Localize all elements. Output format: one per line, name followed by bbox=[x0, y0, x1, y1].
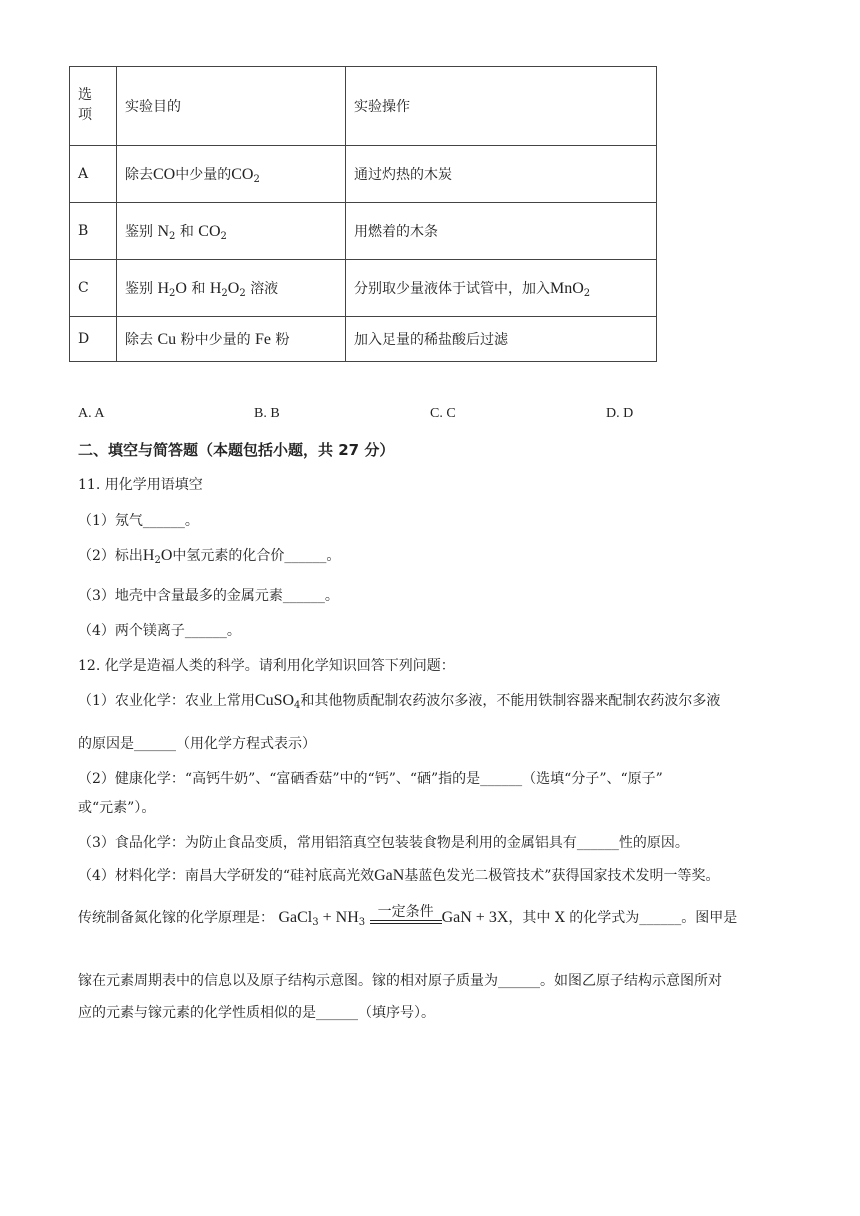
text: 除去 bbox=[125, 167, 153, 183]
table-row bbox=[70, 146, 657, 203]
row-purpose bbox=[117, 203, 346, 260]
header-operation: 实验操作 bbox=[346, 67, 657, 146]
formula: Fe bbox=[255, 331, 272, 348]
row-purpose bbox=[117, 146, 346, 203]
q12-part4-equation-line bbox=[78, 904, 737, 932]
formula: CO bbox=[198, 223, 221, 240]
formula: CuSO bbox=[254, 692, 295, 709]
table-row bbox=[70, 317, 657, 362]
text: 中少量的 bbox=[175, 167, 232, 183]
row-purpose bbox=[117, 260, 346, 317]
text: （4）材料化学：南昌大学研发的“硅衬底高光效 bbox=[78, 868, 375, 884]
q12-part2: （2）健康化学：“高钙牛奶”、“富硒香菇”中的“钙”、“硒”指的是______（选填“分子”、“原子” bbox=[78, 771, 663, 787]
text: 粉中少量的 bbox=[180, 332, 251, 348]
subscript: 3 bbox=[312, 917, 319, 928]
formula: O bbox=[160, 547, 173, 564]
subscript: 2 bbox=[169, 288, 176, 299]
formula: + NH bbox=[318, 909, 359, 926]
text: 鉴别 bbox=[125, 281, 153, 297]
formula: O bbox=[227, 280, 240, 297]
text: 中氢元素的化合价______。 bbox=[172, 548, 341, 564]
formula: MnO bbox=[550, 280, 584, 297]
q11-part3: （3）地壳中含量最多的金属元素______。 bbox=[78, 588, 339, 604]
row-label: B bbox=[70, 203, 117, 260]
table-row bbox=[70, 203, 657, 260]
formula: GaN bbox=[374, 867, 405, 884]
row-operation: 加入足量的稀盐酸后过滤 bbox=[346, 317, 657, 362]
subscript: 2 bbox=[169, 231, 176, 242]
row-operation: 通过灼热的木炭 bbox=[346, 146, 657, 203]
header-option-text: 选项 bbox=[78, 87, 92, 123]
experiment-table bbox=[69, 66, 657, 362]
formula: GaN + 3X bbox=[441, 909, 509, 926]
formula: O bbox=[175, 280, 187, 297]
table-header-row bbox=[70, 67, 657, 146]
q12-part4-cont2: 应的元素与镓元素的化学性质相似的是______（填序号）。 bbox=[78, 1005, 435, 1021]
row-purpose bbox=[117, 317, 346, 362]
formula: Cu bbox=[157, 331, 177, 348]
text: 和 bbox=[179, 224, 194, 240]
text: 基蓝色发光二极管技术”获得国家技术发明一等奖。 bbox=[404, 868, 720, 884]
q11-part4: （4）两个镁离子______。 bbox=[78, 623, 241, 639]
formula: GaCl bbox=[278, 909, 313, 926]
q12-part1-cont: 的原因是______（用化学方程式表示） bbox=[78, 736, 316, 752]
formula: CO bbox=[153, 166, 176, 183]
subscript: 2 bbox=[220, 231, 227, 242]
section-title: 二、填空与简答题（本题包括小题，共 27 分） bbox=[78, 441, 395, 459]
reaction-condition: 一定条件 bbox=[377, 904, 434, 920]
text: 传统制备氮化镓的化学原理是： bbox=[78, 910, 274, 926]
text: 分别取少量液体于试管中，加入 bbox=[354, 281, 550, 297]
text: ，其中 X 的化学式为______。图甲是 bbox=[508, 910, 738, 926]
subscript: 3 bbox=[358, 917, 366, 928]
formula: H bbox=[142, 547, 155, 564]
answer-choices bbox=[78, 406, 678, 424]
row-label: D bbox=[70, 317, 117, 362]
choice-c[interactable]: C. C bbox=[430, 406, 456, 421]
subscript: 2 bbox=[253, 174, 260, 185]
q12-part1 bbox=[78, 690, 720, 710]
text: 鉴别 bbox=[125, 224, 153, 240]
q11-title: 11. 用化学用语填空 bbox=[78, 477, 203, 493]
formula: H bbox=[209, 280, 222, 297]
text: （2）标出 bbox=[78, 548, 143, 564]
choice-b[interactable]: B. B bbox=[254, 406, 280, 421]
formula: H bbox=[157, 280, 170, 297]
subscript: 4 bbox=[294, 700, 301, 711]
reaction-arrow bbox=[370, 904, 442, 932]
q11-part2 bbox=[78, 545, 340, 565]
row-operation bbox=[346, 260, 657, 317]
q12-part3: （3）食品化学：为防止食品变质，常用铝箔真空包装装食物是利用的金属铝具有______性的原因。 bbox=[78, 835, 689, 851]
formula: N bbox=[157, 223, 170, 240]
q12-part4 bbox=[78, 865, 719, 885]
table-row bbox=[70, 260, 657, 317]
q11-part1: （1）氖气______。 bbox=[78, 513, 199, 529]
row-label: C bbox=[70, 260, 117, 317]
text: （1）农业化学：农业上常用 bbox=[78, 693, 255, 709]
q12-part4-cont1: 镓在元素周期表中的信息以及原子结构示意图。镓的相对原子质量为______。如图乙原子结构示意图所对 bbox=[78, 973, 722, 989]
q12-part2-cont: 或“元素”）。 bbox=[78, 800, 156, 816]
subscript: 2 bbox=[583, 288, 591, 299]
text: 和 bbox=[191, 281, 206, 297]
text: 和其他物质配制农药波尔多液，不能用铁制容器来配制农药波尔多液 bbox=[300, 693, 721, 709]
choice-a[interactable]: A. A bbox=[78, 406, 105, 421]
text: 溶液 bbox=[250, 281, 279, 297]
choice-d[interactable]: D. D bbox=[606, 406, 634, 421]
q12-title: 12. 化学是造福人类的科学。请利用化学知识回答下列问题： bbox=[78, 658, 455, 674]
text: 除去 bbox=[125, 332, 153, 348]
row-label: A bbox=[70, 146, 117, 203]
subscript: 2 bbox=[239, 288, 246, 299]
subscript: 2 bbox=[221, 288, 228, 299]
header-purpose: 实验目的 bbox=[117, 67, 346, 146]
formula: CO bbox=[231, 166, 254, 183]
text: 粉 bbox=[275, 332, 290, 348]
subscript: 2 bbox=[154, 555, 161, 566]
row-operation: 用燃着的木条 bbox=[346, 203, 657, 260]
header-option bbox=[70, 67, 117, 146]
